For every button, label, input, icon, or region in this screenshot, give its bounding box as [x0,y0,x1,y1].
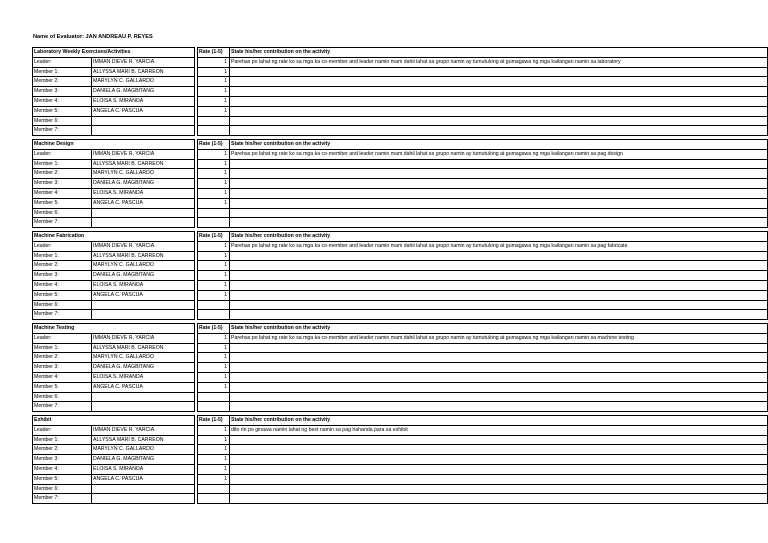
contribution-cell[interactable] [230,116,768,126]
rate-cell[interactable]: 1 [198,271,230,281]
contribution-cell[interactable] [230,484,768,494]
contribution-cell[interactable] [230,179,768,189]
member-name-cell[interactable]: ALLYSSA MARI B. CARREON [92,251,195,261]
member-name-cell[interactable]: ELOISA S. MIRANDA [92,188,195,198]
member-name-cell[interactable]: ALLYSSA MARI B. CARREON [92,159,195,169]
member-name-cell[interactable] [92,310,195,320]
role-label-cell[interactable]: Member 6: [33,208,92,218]
table-row [33,77,768,87]
contribution-cell[interactable]: dito rin po ginawa namin lahat ng best namin sa pag hahanda para sa exhibit [230,425,768,435]
table-row [33,106,768,116]
contribution-cell[interactable] [230,392,768,402]
rate-cell[interactable] [198,126,230,136]
member-name-cell[interactable]: ANGELA C. PASCUA [92,290,195,300]
rate-cell[interactable]: 1 [198,445,230,455]
member-name-cell[interactable]: IMMAN DIEVE R. YARCIA [92,333,195,343]
member-name-cell[interactable] [92,218,195,228]
member-name-cell[interactable]: ALLYSSA MARI B. CARREON [92,343,195,353]
rate-cell[interactable]: 1 [198,241,230,251]
role-label-cell[interactable]: Member 7: [33,494,92,504]
rate-cell[interactable]: 1 [198,57,230,67]
rate-cell[interactable]: 1 [198,106,230,116]
contribution-cell[interactable] [230,435,768,445]
rate-cell[interactable]: 1 [198,198,230,208]
table-row [33,290,768,300]
section-1 [32,139,768,228]
member-name-cell[interactable] [92,116,195,126]
rate-header-cell[interactable]: Rate (1-5) [198,232,230,242]
contribution-cell[interactable] [230,363,768,373]
contribution-cell[interactable] [230,208,768,218]
table-row [33,363,768,373]
table-row [33,300,768,310]
role-label-cell[interactable]: Member 3: [33,455,92,465]
rate-cell[interactable] [198,392,230,402]
contribution-cell[interactable] [230,464,768,474]
contribution-header-cell[interactable]: State his/her contribution on the activity [230,140,768,150]
contribution-cell[interactable] [230,445,768,455]
table-row [33,402,768,412]
contribution-cell[interactable] [230,353,768,363]
member-name-cell[interactable]: ANGELA C. PASCUA [92,198,195,208]
rate-cell[interactable]: 1 [198,179,230,189]
rate-header-cell[interactable]: Rate (1-5) [198,324,230,334]
role-label-cell[interactable]: Member 2: [33,77,92,87]
member-name-cell[interactable]: DANIELA G. MAGBITANG [92,271,195,281]
table-row [33,126,768,136]
role-label-cell[interactable]: Member 7: [33,126,92,136]
section-header-row [33,140,768,150]
member-name-cell[interactable]: IMMAN DIEVE R. YARCIA [92,149,195,159]
contribution-cell[interactable]: Parehas po lahat ng rate ko sa mga ka co-member and leader namin mam dahil lahat sa grupo namin ay tumutulong at gumagawa ng mga kailangan namin sa machine testing [230,333,768,343]
role-label-cell[interactable]: Member 5: [33,382,92,392]
contribution-cell[interactable] [230,474,768,484]
member-name-cell[interactable]: IMMAN DIEVE R. YARCIA [92,425,195,435]
member-name-cell[interactable] [92,484,195,494]
member-name-cell[interactable] [92,392,195,402]
member-name-cell[interactable]: ALLYSSA MARI B. CARREON [92,67,195,77]
table-row [33,198,768,208]
section-title-cell[interactable]: Machine Design [33,140,195,150]
member-name-cell[interactable]: MARYLYN C. GALLARDO [92,445,195,455]
section-header-row [33,324,768,334]
table-row [33,455,768,465]
role-label-cell[interactable]: Member 1: [33,343,92,353]
role-label-cell[interactable]: Member 5: [33,474,92,484]
member-name-cell[interactable]: ELOISA S. MIRANDA [92,372,195,382]
table-row [33,494,768,504]
rate-cell[interactable]: 1 [198,87,230,97]
role-label-cell[interactable]: Member 1: [33,67,92,77]
role-label-cell[interactable]: Member 4: [33,372,92,382]
table-row [33,57,768,67]
member-name-cell[interactable]: ANGELA C. PASCUA [92,106,195,116]
contribution-cell[interactable] [230,159,768,169]
member-name-cell[interactable]: ALLYSSA MARI B. CARREON [92,435,195,445]
role-label-cell[interactable]: Member 4: [33,280,92,290]
rate-cell[interactable]: 1 [198,333,230,343]
contribution-cell[interactable] [230,87,768,97]
role-label-cell[interactable]: Member 3: [33,87,92,97]
rate-header-cell[interactable]: Rate (1-5) [198,140,230,150]
contribution-cell[interactable] [230,382,768,392]
member-name-cell[interactable] [92,402,195,412]
rate-cell[interactable]: 1 [198,67,230,77]
role-label-cell[interactable]: Member 7: [33,218,92,228]
member-name-cell[interactable]: MARYLYN C. GALLARDO [92,353,195,363]
evaluator-line [33,34,153,40]
member-name-cell[interactable] [92,494,195,504]
contribution-cell[interactable] [230,372,768,382]
member-name-cell[interactable]: ANGELA C. PASCUA [92,382,195,392]
role-label-cell[interactable]: Member 1: [33,251,92,261]
contribution-cell[interactable] [230,169,768,179]
section-table [32,47,768,136]
role-label-cell[interactable]: Member 2: [33,353,92,363]
table-row [33,149,768,159]
rate-cell[interactable]: 1 [198,169,230,179]
role-label-cell[interactable]: Member 4: [33,464,92,474]
table-row [33,188,768,198]
contribution-cell[interactable] [230,310,768,320]
contribution-cell[interactable] [230,494,768,504]
role-label-cell[interactable]: Leader: [33,241,92,251]
table-row [33,435,768,445]
role-label-cell[interactable]: Member 4: [33,96,92,106]
contribution-cell[interactable] [230,280,768,290]
role-label-cell[interactable]: Member 7: [33,310,92,320]
rate-cell[interactable]: 1 [198,149,230,159]
section-header-row [33,416,768,426]
role-label-cell[interactable]: Member 2: [33,445,92,455]
role-label-cell[interactable]: Leader: [33,425,92,435]
section-title-cell[interactable]: Machine Fabrication [33,232,195,242]
contribution-header-cell[interactable]: State his/her contribution on the activity [230,48,768,58]
role-label-cell[interactable]: Member 1: [33,159,92,169]
evaluator-label: Name of Evaluator: [33,34,84,40]
rate-cell[interactable]: 1 [198,464,230,474]
table-row [33,261,768,271]
rate-cell[interactable]: 1 [198,261,230,271]
table-row [33,484,768,494]
rate-cell[interactable] [198,116,230,126]
rate-cell[interactable]: 1 [198,435,230,445]
rate-cell[interactable] [198,218,230,228]
table-row [33,241,768,251]
contribution-cell[interactable] [230,271,768,281]
table-row [33,159,768,169]
table-row [33,169,768,179]
rate-header-cell[interactable]: Rate (1-5) [198,48,230,58]
table-row [33,445,768,455]
table-row [33,67,768,77]
member-name-cell[interactable] [92,300,195,310]
rate-cell[interactable]: 1 [198,382,230,392]
contribution-cell[interactable]: Parehas po lahat ng rate ko sa mga ka co-member and leader namin mam dahil lahat sa grupo namin ay tumutulong at gumagawa ng mga kailangan namin sa pag design [230,149,768,159]
member-name-cell[interactable]: IMMAN DIEVE R. YARCIA [92,241,195,251]
contribution-cell[interactable] [230,343,768,353]
member-name-cell[interactable] [92,208,195,218]
member-name-cell[interactable]: MARYLYN C. GALLARDO [92,261,195,271]
contribution-cell[interactable] [230,251,768,261]
contribution-cell[interactable]: Parehas po lahat ng rate ko sa mga ka co-member and leader namin mam dahil lahat sa grupo namin ay tumutulong at gumagawa ng mga kailangan namin sa laboratory [230,57,768,67]
contribution-header-cell[interactable]: State his/her contribution on the activity [230,324,768,334]
table-row [33,208,768,218]
contribution-cell[interactable] [230,300,768,310]
table-row [33,310,768,320]
rate-cell[interactable]: 1 [198,290,230,300]
contribution-header-cell[interactable]: State his/her contribution on the activity [230,232,768,242]
contribution-cell[interactable]: Parehas po lahat ng rate ko sa mga ka co-member and leader namin mam dahil lahat sa grupo namin ay tumutulong at gumagawa ng mga kailangan namin sa pag fabricate [230,241,768,251]
rate-cell[interactable]: 1 [198,343,230,353]
role-label-cell[interactable]: Leader: [33,149,92,159]
section-table [32,139,768,228]
role-label-cell[interactable]: Leader: [33,57,92,67]
role-label-cell[interactable]: Member 6: [33,484,92,494]
rate-cell[interactable] [198,484,230,494]
section-table [32,415,768,504]
section-header-row [33,232,768,242]
rate-cell[interactable]: 1 [198,455,230,465]
contribution-header-cell[interactable]: State his/her contribution on the activity [230,416,768,426]
table-row [33,271,768,281]
role-label-cell[interactable]: Member 3: [33,363,92,373]
member-name-cell[interactable]: IMMAN DIEVE R. YARCIA [92,57,195,67]
rate-cell[interactable]: 1 [198,280,230,290]
rate-cell[interactable]: 1 [198,474,230,484]
table-row [33,116,768,126]
rate-cell[interactable] [198,300,230,310]
role-label-cell[interactable]: Member 3: [33,271,92,281]
contribution-cell[interactable] [230,96,768,106]
rate-header-cell[interactable]: Rate (1-5) [198,416,230,426]
contribution-cell[interactable] [230,455,768,465]
table-row [33,280,768,290]
section-header-row [33,48,768,58]
rate-cell[interactable]: 1 [198,372,230,382]
table-row [33,218,768,228]
rate-cell[interactable]: 1 [198,363,230,373]
member-name-cell[interactable]: MARYLYN C. GALLARDO [92,169,195,179]
section-2 [32,231,768,320]
member-name-cell[interactable]: ELOISA S. MIRANDA [92,96,195,106]
role-label-cell[interactable]: Member 1: [33,435,92,445]
contribution-cell[interactable] [230,218,768,228]
contribution-cell[interactable] [230,126,768,136]
rate-cell[interactable]: 1 [198,96,230,106]
member-name-cell[interactable]: DANIELA G. MAGBITANG [92,179,195,189]
contribution-cell[interactable] [230,290,768,300]
table-row [33,87,768,97]
table-row [33,251,768,261]
role-label-cell[interactable]: Member 2: [33,169,92,179]
table-row [33,353,768,363]
role-label-cell[interactable]: Member 6: [33,392,92,402]
member-name-cell[interactable]: ELOISA S. MIRANDA [92,280,195,290]
rate-cell[interactable]: 1 [198,251,230,261]
table-row [33,392,768,402]
role-label-cell[interactable]: Member 5: [33,290,92,300]
role-label-cell[interactable]: Leader: [33,333,92,343]
role-label-cell[interactable]: Member 6: [33,116,92,126]
contribution-cell[interactable] [230,402,768,412]
table-row [33,425,768,435]
table-row [33,333,768,343]
member-name-cell[interactable]: MARYLYN C. GALLARDO [92,77,195,87]
role-label-cell[interactable]: Member 6: [33,300,92,310]
rate-cell[interactable] [198,494,230,504]
rate-cell[interactable] [198,208,230,218]
role-label-cell[interactable]: Member 3: [33,179,92,189]
rate-cell[interactable] [198,310,230,320]
rate-cell[interactable] [198,402,230,412]
evaluator-name: JAN ANDREAU P. REYES [85,34,153,40]
member-name-cell[interactable]: DANIELA G. MAGBITANG [92,363,195,373]
section-title-cell[interactable]: Machine Testing [33,324,195,334]
table-row [33,464,768,474]
table-row [33,474,768,484]
role-label-cell[interactable]: Member 5: [33,198,92,208]
section-0 [32,47,768,136]
section-table [32,231,768,320]
contribution-cell[interactable] [230,67,768,77]
rate-cell[interactable]: 1 [198,425,230,435]
contribution-cell[interactable] [230,261,768,271]
section-4 [32,415,768,504]
section-3 [32,323,768,412]
member-name-cell[interactable] [92,126,195,136]
member-name-cell[interactable]: ANGELA C. PASCUA [92,474,195,484]
role-label-cell[interactable]: Member 5: [33,106,92,116]
table-row [33,382,768,392]
member-name-cell[interactable]: DANIELA G. MAGBITANG [92,87,195,97]
rate-cell[interactable]: 1 [198,188,230,198]
section-title-cell[interactable]: Laboratory Weekly Exercises/Activities [33,48,195,58]
contribution-cell[interactable] [230,106,768,116]
role-label-cell[interactable]: Member 7: [33,402,92,412]
table-row [33,179,768,189]
role-label-cell[interactable]: Member 4: [33,188,92,198]
rate-cell[interactable]: 1 [198,353,230,363]
table-row [33,96,768,106]
section-title-cell[interactable]: Exhibit [33,416,195,426]
table-row [33,372,768,382]
member-name-cell[interactable]: ELOISA S. MIRANDA [92,464,195,474]
member-name-cell[interactable]: DANIELA G. MAGBITANG [92,455,195,465]
contribution-cell[interactable] [230,198,768,208]
rate-cell[interactable]: 1 [198,159,230,169]
contribution-cell[interactable] [230,77,768,87]
table-row [33,343,768,353]
section-table [32,323,768,412]
contribution-cell[interactable] [230,188,768,198]
role-label-cell[interactable]: Member 2: [33,261,92,271]
rate-cell[interactable]: 1 [198,77,230,87]
